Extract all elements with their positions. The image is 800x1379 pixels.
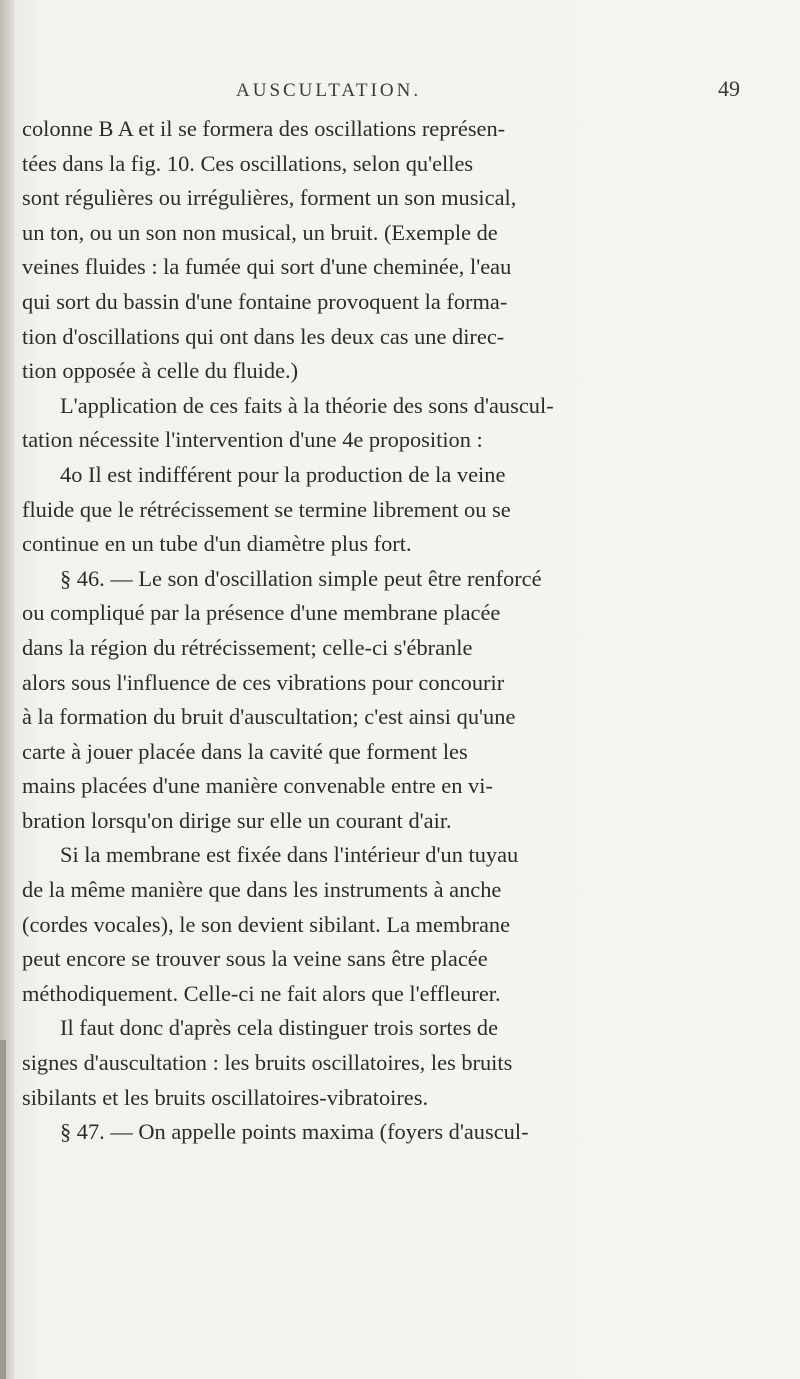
text-line: tées dans la fig. 10. Ces oscillations, selon qu'elles	[22, 150, 474, 176]
text-line: § 46. — Le son d'oscillation simple peut être renforcé	[60, 565, 542, 591]
text-line: continue en un tube d'un diamètre plus fort.	[22, 531, 412, 557]
text-line: ou compliqué par la présence d'une membrane placée	[22, 600, 501, 626]
text-line: § 47. — On appelle points maxima (foyers d'auscul-	[60, 1119, 529, 1145]
text-line: bration lorsqu'on dirige sur elle un courant d'air.	[22, 807, 452, 833]
text-line: signes d'auscultation : les bruits oscillatoires, les bruits	[22, 1050, 513, 1076]
page-number: 49	[718, 76, 740, 101]
text-line: 4o Il est indifférent pour la production de la veine	[60, 461, 506, 487]
text-line: tion opposée à celle du fluide.)	[22, 358, 299, 384]
text-line: (cordes vocales), le son devient sibilant. La membrane	[22, 911, 511, 937]
body-text	[18, 112, 738, 1150]
text-line: colonne B A et il se formera des oscillations représen-	[22, 116, 506, 141]
text-line: sibilants et les bruits oscillatoires-vibratoires.	[22, 1084, 429, 1110]
text-line: tion d'oscillations qui ont dans les deux cas une direc-	[22, 323, 505, 349]
text-line: dans la région du rétrécissement; celle-ci s'ébranle	[22, 634, 473, 660]
text-line: veines fluides : la fumée qui sort d'une cheminée, l'eau	[22, 254, 512, 280]
book-gutter-shadow	[0, 1040, 6, 1379]
text-line: de la même manière que dans les instruments à anche	[22, 877, 502, 903]
text-line: fluide que le rétrécissement se termine librement ou se	[22, 496, 511, 522]
text-line: Si la membrane est fixée dans l'intérieur d'un tuyau	[60, 842, 519, 868]
text-line: tation nécessite l'intervention d'une 4e proposition :	[22, 427, 483, 453]
text-line: un ton, ou un son non musical, un bruit. (Exemple de	[22, 219, 498, 245]
text-line: peut encore se trouver sous la veine sans être placée	[22, 946, 488, 972]
running-title: AUSCULTATION.	[236, 80, 422, 101]
text-line: méthodiquement. Celle-ci ne fait alors que l'effleurer.	[22, 980, 501, 1006]
text-line: mains placées d'une manière convenable entre en vi-	[22, 773, 493, 799]
text-line: à la formation du bruit d'auscultation; c'est ainsi qu'une	[22, 704, 516, 730]
text-line: qui sort du bassin d'une fontaine provoquent la forma-	[22, 288, 508, 314]
text-line: L'application de ces faits à la théorie des sons d'auscul-	[60, 392, 554, 418]
text-line: Il faut donc d'après cela distinguer trois sortes de	[60, 1015, 499, 1041]
text-line: sont régulières ou irrégulières, forment un son musical,	[22, 185, 517, 211]
text-line: carte à jouer placée dans la cavité que forment les	[22, 738, 468, 764]
text-line: alors sous l'influence de ces vibrations pour concourir	[22, 669, 505, 695]
